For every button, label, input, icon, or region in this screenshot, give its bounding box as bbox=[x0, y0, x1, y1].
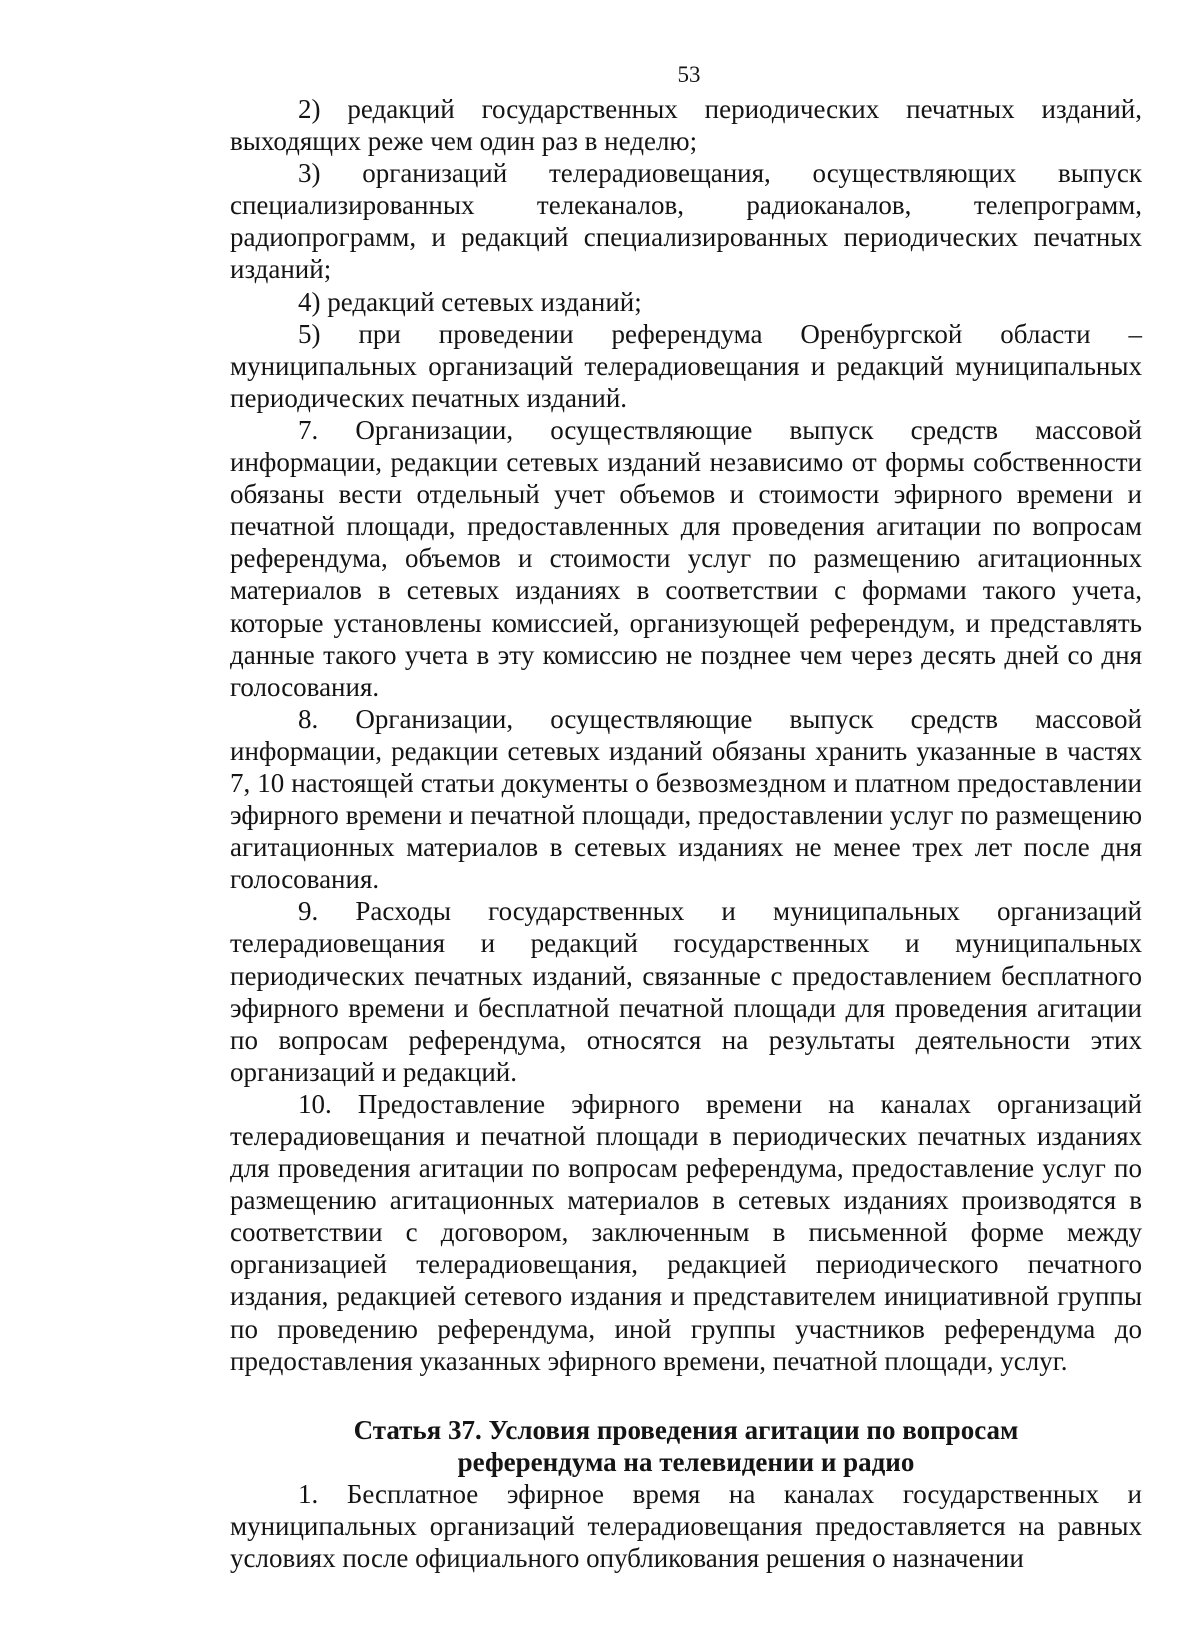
paragraph-item-2: 2) редакций государственных периодических печатных изданий, выходящих реже чем один раз в неделю; bbox=[230, 94, 1142, 157]
page-number: 53 bbox=[677, 62, 701, 87]
paragraph-part-9: 9. Расходы государственных и муниципальных организаций телерадиовещания и редакций государственных и муниципальных периодических печатных изданий, связанные с предоставлением бесплатного эфирного времени и бесплатной печатной площади для проведения агитации по вопросам референдума, относятся на результаты деятельности этих организаций и редакций. bbox=[230, 896, 1142, 1087]
article-heading-line-1: Статья 37. Условия проведения агитации по вопросам bbox=[353, 1414, 1019, 1445]
paragraph-article37-part-1: 1. Бесплатное эфирное время на каналах государственных и муниципальных организаций телерадиовещания предоставляется на равных условиях после официального опубликования решения о назначении bbox=[230, 1478, 1142, 1573]
paragraph-item-4: 4) редакций сетевых изданий; bbox=[298, 286, 642, 317]
document-body bbox=[230, 93, 1142, 1574]
paragraph-part-8: 8. Организации, осуществляющие выпуск средств массовой информации, редакции сетевых изданий обязаны хранить указанные в частях 7, 10 настоящей статьи документы о безвозмездном и платном предоставлении эфирного времени и печатной площади, предоставлении услуг по размещению агитационных материалов в сетевых изданиях не менее трех лет после дня голосования. bbox=[230, 703, 1142, 895]
paragraph-item-3: 3) организаций телерадиовещания, осуществляющих выпуск специализированных телеканалов, радиоканалов, телепрограмм, радиопрограмм, и редакций специализированных периодических печатных изданий; bbox=[230, 158, 1142, 285]
paragraph-part-7: 7. Организации, осуществляющие выпуск средств массовой информации, редакции сетевых изданий независимо от формы собственности обязаны вести отдельный учет объемов и стоимости эфирного времени и печатной площади, предоставленных для проведения агитации по вопросам референдума, объемов и стоимости услуг по размещению агитационных материалов в сетевых изданиях в соответствии с формами такого учета, которые установлены комиссией, организующей референдум, и представлять данные такого учета в эту комиссию не позднее чем через десять дней со дня голосования. bbox=[230, 414, 1142, 702]
paragraph-part-10: 10. Предоставление эфирного времени на каналах организаций телерадиовещания и печатной площади в периодических печатных изданиях для проведения агитации по вопросам референдума, предоставление услуг по размещению агитационных материалов в сетевых изданиях производятся в соответствии с договором, заключенным в письменной форме между организацией телерадиовещания, редакцией периодического печатного издания, редакцией сетевого издания и представителем инициативной группы по проведению референдума, иной группы участников референдума до предоставления указанных эфирного времени, печатной площади, услуг. bbox=[230, 1088, 1142, 1376]
article-heading-line-2: референдума на телевидении и радио bbox=[457, 1446, 915, 1477]
article-heading bbox=[230, 1414, 1142, 1478]
paragraph-item-5: 5) при проведении референдума Оренбургской области – муниципальных организаций телерадиовещания и редакций муниципальных периодических печатных изданий. bbox=[230, 318, 1142, 413]
